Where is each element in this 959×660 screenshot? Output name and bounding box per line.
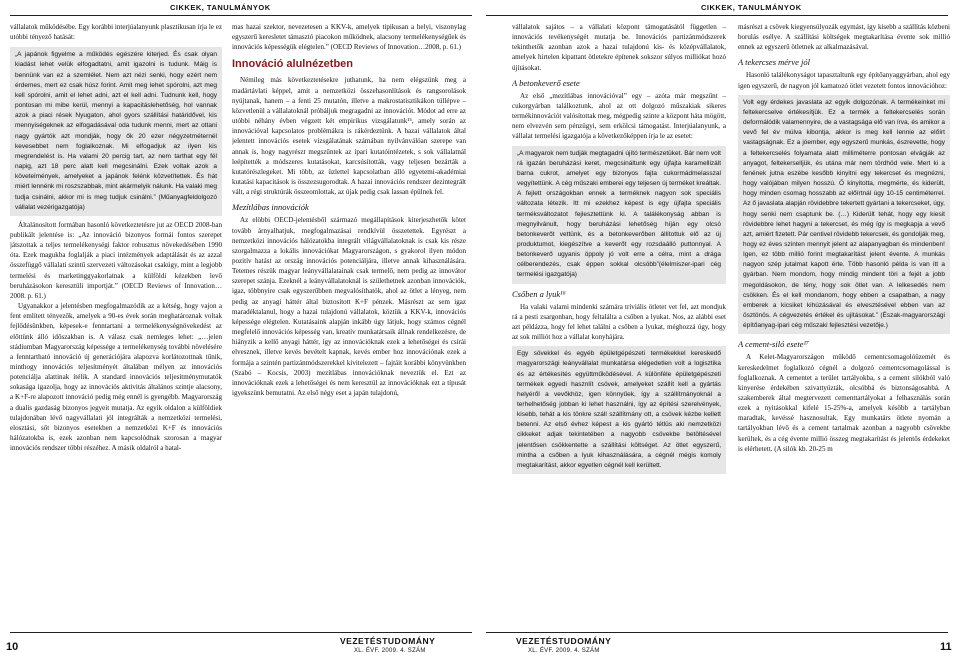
col3-case-text: Egy sövekkel és egyéb épületgépészeti termékekkel kereskedő magyarországi leányvállalat munkatársa elégedetlen volt a logisztika és az értékesítés együttműködésével. A különféle épületgépészeti termékek egyedi hasznlít csövek, amelyeket szállít kell a gyártás helyéről a vevőkhöz, igen könnyűek, így a szállítmányoknál a terhelhetőség jobban ki lehet használni, így az építési szerelvények, kisebb, tehát a kis tönkre száll szállítmány ott, a csövek kézbe kellett betenni. Az első évhez képest a kis gyártó tétlüs aki nemzetközi cikkeket adjak tekintetében a nagyobb csövekbe betöltésével jelentősen csökkentette a szállítási költséget. Az ötlet egyszerű, mintha a csőben a lyuk kihasználására, a cégnél mégis komoly megtakarítást, akkor egyetlen cégnél kell kerültett. xyxy=(517,350,721,469)
col2-paragraph-3: Az elöbbi OECD-jelentésből származó megállapítások kiterjeszhetők kötet tovább árnyalhatjuk, megfogalmazásai rendkívül összetettek. Egyrészt a nemzetközi innovációs hálózatokba integrált világvállalatoknak is csak kis része szorgalmazza a lokális innovációkat Magyarországon, s gyakorol ilyen módon pozitív hatást az ország innovációs potenciáljára, illetve annak kihasználására. Tetemes részük magyar leányvállalatainak csak termelő, nem pedig az innovátor szerepet szánja. Ezeknél a leányvállalatoknál is születhetnek azonban innovációk, igaz, többnyire csak egyszerűbben megvalósíthatók, ahol az ötlet a lényeg, nem pedig az anyagi háttér által biztosított K+F pénzek. Másrészt az sem igaz maradéktalanul, hogy a hazai tulajdonú vállalatok, köztük a KKV-k, innovációs képessége elégtelen. Kutatásaink alapján inkább úgy látjuk, hogy számos cégnél megfelelő innovációs képesség van, kreatív munkatársaik állnak rendelkezésre, de hiányzik a kellő anyagi háttér, így az innovációknak ezek a lehetőségei és csírái elvesznek, illetve kevés bevételt kapnak, kevés ember hoz innovációnak ezek a formája a szintén partizánmódszerekkel kivitelezett – fajtáit korábbi könyvünkben (Szabó – Kocsis, 2003) mezítlábas innovációknak neveztük el. Ezt az innovációknak ezek a lehetőségei és nem keresztül az innovációknak ezt a típusát igyekszünk bemutatni. Az első négy eset a japán tulajdonú, xyxy=(232,216,466,397)
col3-paragraph-1: vállalatok sajátos – a vállalati központ támogatásától független – innovációs tevékenységét mutatja be. Innovációs partizánmódszerek tekinthetők azonban azok a hazai tulajdonú kis- és középvállalatok, amelyek hirtelen kipattant ötletekre építenek sokszor súlyos milliókat hozó újításokat. xyxy=(512,23,726,72)
column-1 xyxy=(10,22,222,627)
right-footer-magazine: VEZETÉSTUDOMÁNY xyxy=(516,636,612,646)
col3-paragraph-2: Az első „mezítlábas innovációval” egy – azóta már megszűnt – cukorgyárban találkoztunk, ahol az ott dolgozó műszakiak sikeres termékinnovációt valósítottak meg, mégpedig szinte a központ háta mögött, nem elvezvén sem pénzügyi, sem erkölcsi támogatást. Interjúalanyunk, a vállalat termelési igazgatója a következőképpen írja le az esetet: xyxy=(512,91,726,141)
col3-case-box xyxy=(512,346,726,474)
section-heading-cseben: Csőben a lyuk¹⁶ xyxy=(512,288,566,299)
left-footer xyxy=(10,632,472,657)
col3-quote-text: „A magyarok nem tudják megtagadni újító természetüket. Bár nem volt rá igazán beruházási keret, megcsináltunk egy újfajta karamellizált barna cukrot, amelyet egy bizonyos fajta cukormádmelasszal vegyítettünk. A cég műszaki emberei egy teljesen új terméket kreáltak. A fejlett országokban ennek a terméknek nagyon sok speciális változata létezik. Itt mi ezekhez képest is egy újfajta speciális terméksváltozatot fejlesztettünk ki. A találékonyság abban is megnyilvánult, hogy beruházási lehetőség híján egy olcsó betonkeverőt vettünk, és a betonkeverőben állítottuk elő az új produktumot, kiegészítve a keverőt egy rozsdaálló puttonnyal. A betonkeverő ugyanis öppoly jó volt erre a célra, mint a drága célberendezés, csak éppen sokkal olcsóbb”(élelmiszer-ipari cég termelési igazgatója) xyxy=(517,149,721,279)
section-heading-innovation: Innováció alulnézetben xyxy=(232,58,354,71)
section-heading-cement: A cement-siló esete¹⁷ xyxy=(738,339,809,350)
left-page xyxy=(0,0,479,660)
right-header-title: CIKKEK, TANULMÁNYOK xyxy=(701,3,802,12)
col2-paragraph-1: mas hazai szektor, nevezetesen a KKV-k, amelyek tipikusan a helyi, viszonylag egyszerű keresletet támasztó piacokon működnek, alacsony termelékenységűek és innovációs képességük elégtelen.” (OECD Reviews of Innovation…2008, p. 61.) xyxy=(232,23,466,52)
section-heading-mezitlabas: Mezítlábas innovációk xyxy=(232,202,309,213)
col1-quote-text: „A japánok figyelme a működés egészére kiterjed. És csak olyan kiadást lehet velük elfogadtatni, amit igazolni is tudunk. Máig is bennünk van ez a szemlélet. Nem azt nézi senki, hogy ezért nem érdemes, mert ez csak húsz forint. Amit meg lehet spórolni, azt meg kell spórolni, amit el lehet adni, azt el kell adni. Tudnunk kell, hogy pontosan mi mibe kerül, mennyi a kapacitáslehetőség, hol vannak azok a piaci rések Nyugaton, ahol gyors szállítási határidővel, kis mennyiségeknek az elfogadásával oda tudunk menni, mert az ottani nagy gyártók azt mondják, hogy ők 20 ezer négyzetméternél kevesebbet nem foglalkoznak. Mi elfogadjuk az ilyen kis megrendelést is. Ha valami 20 percig tart, az nem tarthat egy fél napig, azt 18 perc alatt kell megcsinálni. Ezek voltak azok a követelmények, amelyeket a japánok felénk közvetítettek. És hát miért lennénk mi roszszabbak, mint akármelyik nálunk. Ha valaki meg tudja csinálni, akkor mi is meg tudjuk csinálni.” (Műanyagfeldolgozó vállalat vezérigazgatója) xyxy=(15,51,217,211)
col1-paragraph-1: Általánosított formában hasonló következtetésre jut az OECD 2008-ban publikált jelentése is: „Az innováció bizonyos formái fontos szerepet játszottak a teljes termelékenységi faktor robusztus növekedésében 1990 óta. Ezek magukba foglalják a piaci intézmények adaptálását és az azzal összefüggő vállalati szintű szervezeti változásokat csakúgy, mint a legjobb termelési és marketinggyakorlatnak a külföldi kézekben levő beruházásokon keresztüli importját.” (OECD Reviews of Innovation… 2008. p. 61.) xyxy=(10,220,222,300)
col4-quote-box xyxy=(738,95,950,335)
column-3 xyxy=(512,22,726,627)
right-footer xyxy=(486,632,948,657)
col4-paragraph-1: másrészt a csövek kiegyensúlyozák egymást, így kisebb a szállítás közbeni borulás esélye. A szállítási költségek megtakarítása évente sok millió ennek az egyszerű ötletnek az alkalmazásával. xyxy=(738,23,950,52)
right-page xyxy=(480,0,959,660)
col4-paragraph-2: Hasonló találékonyságot tapasztaltunk egy építőanyaggyárban, ahol egy igen egyszerű, de nagyon jól kamatozó ötlet vezetett fontos innovációhoz: xyxy=(738,71,950,90)
col1-quote-box xyxy=(10,47,222,216)
left-footer-magazine: VEZETÉSTUDOMÁNY xyxy=(340,636,436,646)
section-heading-betonkevero: A betonkeverő esete xyxy=(512,77,580,88)
right-page-number: 11 xyxy=(940,641,952,653)
column-4 xyxy=(738,22,950,627)
section-heading-tekercses: A tekercses mérve jól xyxy=(738,57,810,68)
col3-quote-box xyxy=(512,146,726,284)
col1-intro: vállalatok működésébe. Egy korábbi interjúalanyunk plasztikusan írja le ez utóbbi tényező hatását: xyxy=(10,23,222,42)
col3-paragraph-3: Ha valaki valami mindenki számára triviális ötletet vet fel, azt mondjuk rá a pesti zsargonban, hogy feltalálta a csőben a lyukat. Nos, az alábbi eset azt példázza, hogy fel lehet találni a csőben a lyukat, méghozzá úgy, hogy az sok milliót hoz a vállalat konyhájára. xyxy=(512,302,726,342)
column-2 xyxy=(232,22,466,627)
left-page-number: 10 xyxy=(6,641,19,653)
col1-paragraph-2: Ugyanakkor a jelentésben megfogalmazódik az a kétség, hogy vajon a fent említett tényezők, amelyek a 90-es évek során meghatároznak voltak fejlődésünkben, képesek-e fenntartani a termelékenységnövekedést az előttünk álló időszakban is. A válasz csak nemleges lehet: „…jelen stádiumban Magyarország képessége a termelékenység további növelésére a fenntartható innováció új generációjára alapozva korlátozottnak tűnik, minthogy innovációs teljesítményét általában mélyen az innovációs potenciálja alattinak ítélik. A standard innovációs teljesítménymutatók sokasága igazolja, hogy az innovációs aktivitás általános szintje alacsony, a K+F-re alapozott innováció pedig még ennél is gyengébb. Magyarország a dualis gazdaság bizonyos jegyeit mutatja. Az egyik oldalon a külföldiek tulajdonában lévő nagyvállalati jól integrálták a nemzetközi termelési, elosztási, sőt bizonyos esetekben a nemzetközi K+F és innovációs hálózatokba is, ezek azonban nem kapcsolódnak szorosan a magyar innovációs rendszer többi részéhez. A másik oldalról a hatal- xyxy=(10,302,222,453)
col2-paragraph-2: Némileg más következtetésekre juthatunk, ha nem elégszünk meg a madártávlati képpel, amit a nemzetközi összehasonlítások és rangsorolások nyújtanak, hanem – a fenti 25 mutatón, illetve a makrostatisztikákon túllépve – közvetlenül a vállalatoknál próbáljuk megragadni az innovációt. Módot ad erre az utóbbi néhány évben végzett két empirikus vizsgálatunk¹⁵, amely során az innovációval kapcsolatos problémákra is rákérdeztünk. A hazai vállalatok által jelentett innovációs esetek vizsgálatának számában nyilvánválóan szerepe van annak is, hogy nagyrészt megszűntek az ipari kutatóintézetek, s sok vállalatnál leépítették a módszeres kutatásokat, karcsúsították, vagy teljesen bezárták a kutatórészlegeket. Mi több, az üzlettel kapcsolatban álló egyetemi-akadémiai kutatási kapacitások is összezsugorodtak. A hazai innovációs rendszer dezintegrált vált, a régi struktúrák összeomlottak, az újak pedig csak lassan épülnek fel. xyxy=(232,76,466,197)
right-running-header xyxy=(486,2,948,16)
left-footer-issue: XL. ÉVF. 2009. 4. SZÁM xyxy=(354,648,426,654)
left-running-header xyxy=(10,2,472,16)
col4-quote-text: Volt egy érdekes javaslata az egyik dolgozónak. A termékeinket mi feltekercselve értékesítjük. Ez a termék a feltekercselés során deformálódik valamennyire, de a vastagsága elő van írva, és amikor a vevő fel év múlva kibontja, akkor is meg kell lennie az előírt vastagságnak. Ez a jóember, egy egyszerű munkás, észrevette, hogy a feltekercselés folyamata alatt milliméterre pontosan elvágják az anyagot, feltekerselljük, és utána már nem tördhöd vele. Mert ki a fenének jutna eszébe kesőbb kinyitni egy tekercset és megnézni, hogy valójában milyen hosszú. Ő kinyitotta, megmérte, és kiderült, hogy minden csomag hosszabb az előírtnál úgy 10-15 centiméterrel. Az ő javaslata alapján rövidebbre tekertett gyártani a tekercseket, úgy, hogy senki nem csaptunk be. (…) Kiderült tehát, hogy egy kiesit rövidebbre lehet hagyni a tekercset, és még így is megkapja a vevő azt, amiért fizetett. Pár centivel rövidebb tekercsek, és gondolják meg, hogy ez éves szinten mennyit jelent az alapanyagban és mindenben! Igen, ez több millió forint megtakarítást jelent évente. A munkás nagyon szép jutalmat kapott érte. Több hasonló példa is van itt a gyárban. Nem mondom, hogy mindig mindent töri a fejét a jobb megoldásokon, de tény, hogy sok ötlet van. A lelkesedés nem csökken. És el kell mondanom, hogy ebben a csapatban, a nagy emberek a kicsiket kihúzásával és elvesztésével ebben van az ösztönös. A cégvezetés értékel és ujításokat.” (Észak-magyarországi építőanyag-ipari cég műszaki fejlesztési vezetője.) xyxy=(743,98,945,330)
right-footer-issue: XL. ÉVF. 2009. 4. SZÁM xyxy=(528,648,600,654)
col4-paragraph-3: A Kelet-Magyarországon működő cementcsomagolóüzemét és kereskedelmet foglalkozó cégnél a dolgozó cementcsomagolással is foglalkoznak. A cementet a terület tartályokba, s a cement silókból való kinyerése érdekében szivattyúzták, olcsóbbá és biztonságosabbá. A szakemberek által megtervezett cementtartályokat a felhasználás során ezek a nyitásokkal kifelé 15-25%-a, amelyek később a tartályban maradtak, kevéssé hasznosultak. Egy munkatárs ötlete nyomán a tartályokban lévő és a cement tartalmak azonban a nagyobb csövekbe kerültek, és a cég évente millió összeg megtakarítást és jelentős érdekeket is elérhetett. (A silók kb. 20-25 m xyxy=(738,353,950,453)
left-header-title: CIKKEK, TANULMÁNYOK xyxy=(170,3,271,12)
